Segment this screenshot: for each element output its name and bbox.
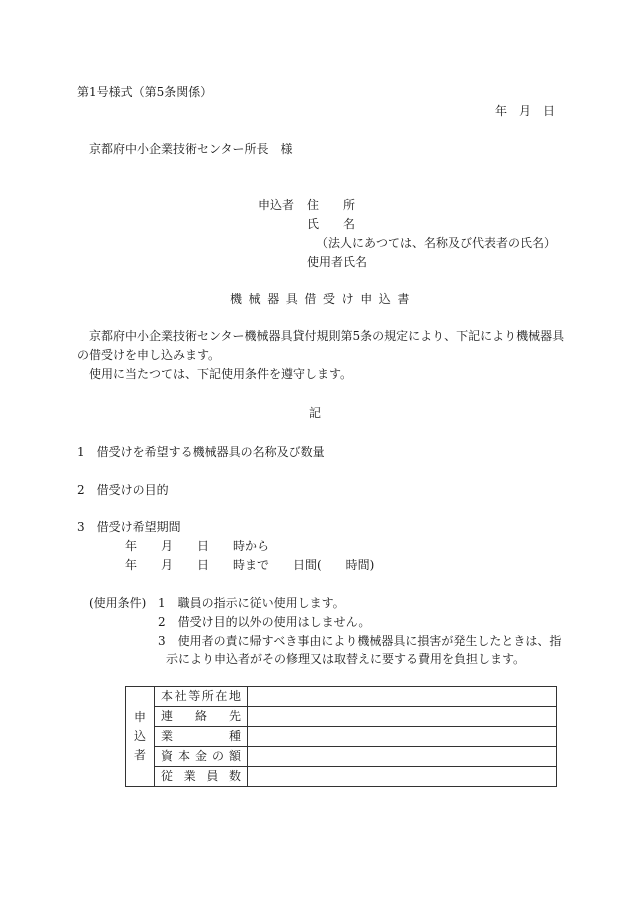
- employees-value[interactable]: [248, 767, 557, 787]
- capital-value[interactable]: [248, 747, 557, 767]
- applicant-info-table: [125, 686, 557, 787]
- side-char: 者: [133, 748, 146, 762]
- body-line-3: 使用に当たつては、下記使用条件を遵守します。: [89, 367, 353, 381]
- recipient: 京都府中小企業技術センター所長 様: [89, 142, 293, 156]
- table-row: [126, 747, 557, 767]
- table-row: [126, 767, 557, 787]
- body-line-2: の借受けを申し込みます。: [77, 348, 221, 362]
- table-row: [126, 707, 557, 727]
- side-char: 申: [133, 710, 146, 724]
- row-label-capital: 資本金の額: [155, 747, 248, 767]
- applicant-label: 申込者: [258, 198, 295, 212]
- applicant-side-label: [126, 687, 155, 787]
- corporate-note: （法人にあつては、名称及び代表者の氏名）: [316, 236, 557, 250]
- table-row: [126, 727, 557, 747]
- name-label: 氏 名: [307, 217, 356, 231]
- document-title: 機械器具借受け申込書: [230, 292, 417, 306]
- condition-2: 2 借受け目的以外の使用はしません。: [158, 615, 371, 629]
- user-name-label: 使用者氏名: [307, 255, 368, 269]
- table-row: [126, 687, 557, 707]
- item-1: 1 借受けを希望する機械器具の名称及び数量: [77, 445, 325, 459]
- condition-3-line-2: 示により申込者がその修理又は取替えに要する費用を負担します。: [166, 652, 526, 666]
- row-label-industry: 業種: [155, 727, 248, 747]
- ki-heading: 記: [309, 406, 322, 420]
- contact-value[interactable]: [248, 707, 557, 727]
- item-2: 2 借受けの目的: [77, 483, 169, 497]
- body-line-1: 京都府中小企業技術センター機械器具貸付規則第5条の規定により、下記により機械器具: [89, 329, 565, 343]
- address-label: 住 所: [307, 198, 356, 212]
- date-line: 年 月 日: [495, 104, 556, 118]
- condition-3-line-1: 3 使用者の責に帰すべき事由により機械器具に損害が発生したときは、指: [158, 634, 562, 648]
- form-number: 第1号様式（第5条関係）: [77, 85, 213, 99]
- row-label-employees: 従業員数: [155, 767, 248, 787]
- period-to: 年 月 日 時まで 日間( 時間): [125, 558, 375, 572]
- row-label-contact: 連絡先: [155, 707, 248, 727]
- industry-value[interactable]: [248, 727, 557, 747]
- item-3: 3 借受け希望期間: [77, 520, 181, 534]
- period-from: 年 月 日 時から: [125, 539, 270, 553]
- row-label-head-office: 本社等所在地: [155, 687, 248, 707]
- head-office-value[interactable]: [248, 687, 557, 707]
- conditions-label: (使用条件): [89, 596, 147, 610]
- side-char: 込: [133, 729, 146, 743]
- condition-1: 1 職員の指示に従い使用します。: [158, 596, 345, 610]
